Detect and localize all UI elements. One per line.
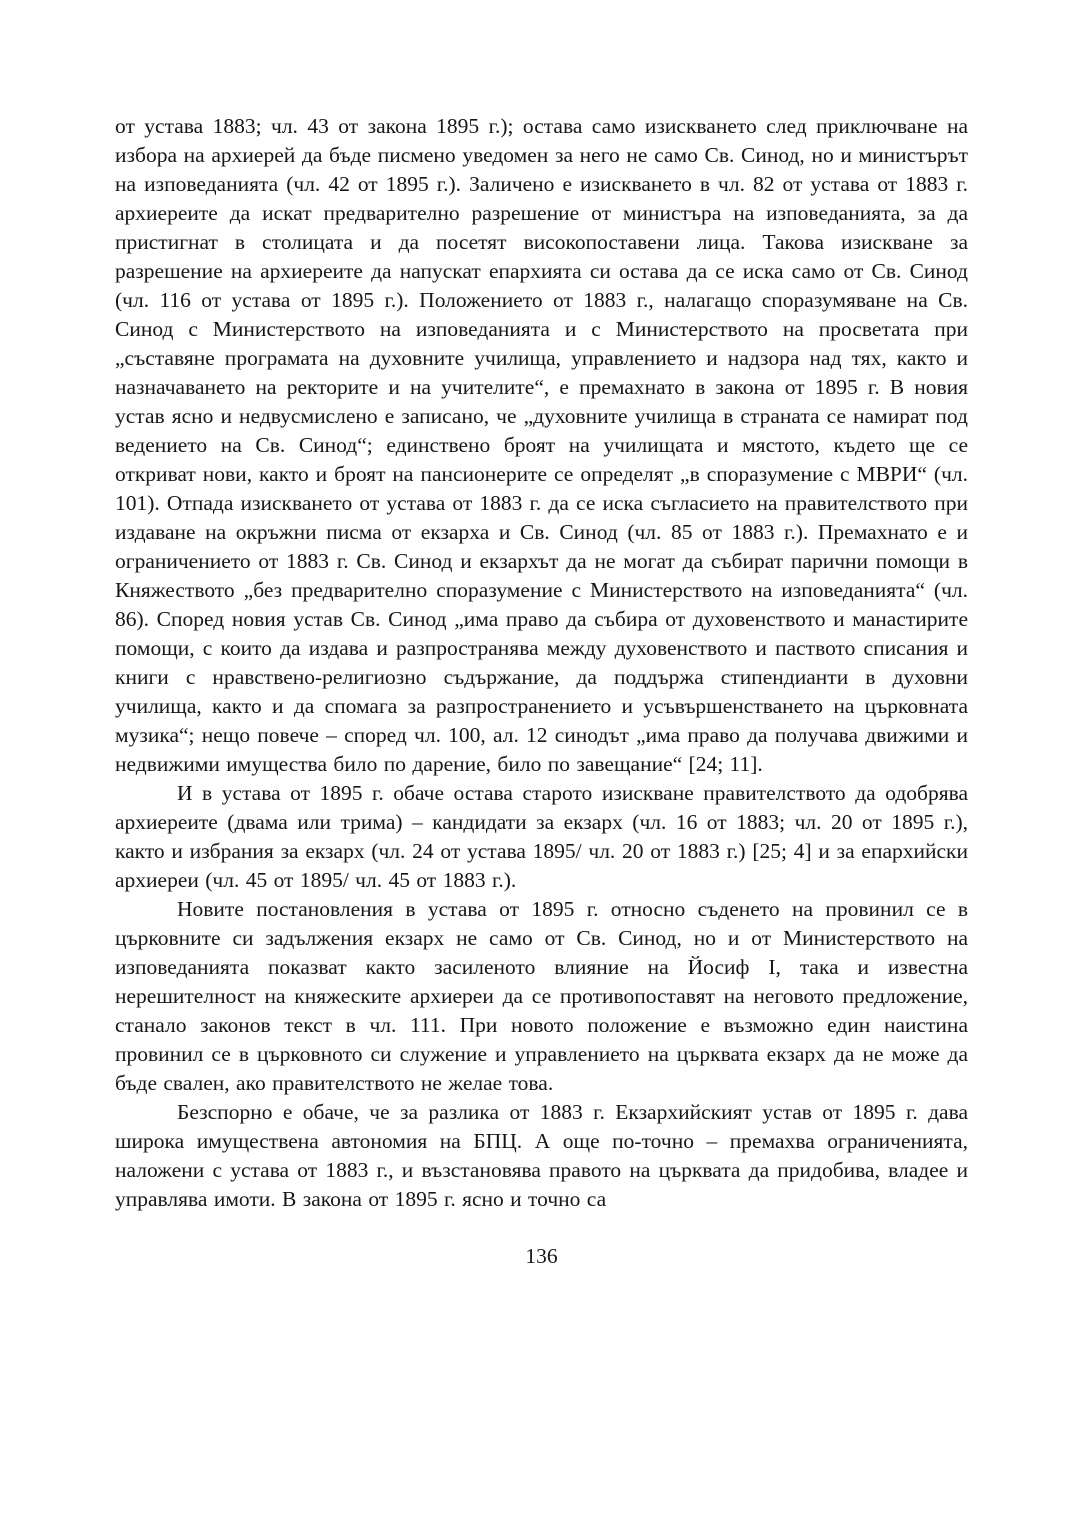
paragraph: И в устава от 1895 г. обаче остава старото изискване правителството да одобрява архиереите (двама или трима) – кандидати за екзарх (чл. 16 от 1883; чл. 20 от 1895 г.), както и избрания за екзарх (чл. 24 от устава 1895/ чл. 20 от 1883 г.) [25; 4] и за епархийски архиереи (чл. 45 от 1895/ чл. 45 от 1883 г.). [115, 781, 968, 892]
text-block [115, 112, 968, 1214]
paragraph: Безспорно е обаче, че за разлика от 1883 г. Екзархийският устав от 1895 г. дава широка имуществена автономия на БПЦ. А още по-точно – премахва ограниченията, наложени с устава от 1883 г., и възстановява правото на църквата да придобива, владее и управлява имоти. В закона от 1895 г. ясно и точно са [115, 1100, 968, 1211]
paragraph-continuation: от устава 1883; чл. 43 от закона 1895 г.); остава само изискването след приключване на избора на архиерей да бъде писмено уведомен за него не само Св. Синод, но и министърът на изповеданията (чл. 42 от 1895 г.). Заличено е изискването в чл. 82 от устава от 1883 г. архиереите да искат предварително разрешение от министъра на изповеданията, за да пристигнат в столицата и да посетят високопоставени лица. Такова изискване за разрешение на архиереите да напускат епархията си остава да се иска само от Св. Синод (чл. 116 от устава от 1895 г.). Положението от 1883 г., налагащо споразумяване на Св. Синод с Министерството на изповеданията и с Министерството на просветата при „съставяне програмата на духовните училища, управлението и надзора над тях, както и назначаването на ректорите и на учителите“, е премахнато в закона от 1895 г. В новия устав ясно и недвусмислено е записано, че „духовните училища в страната се намират под ведението на Св. Синод“; единствено броят на училищата и мястото, където ще се откриват нови, както и броят на пансионерите се определят „в споразумение с МВРИ“ (чл. 101). Отпада изискването от устава от 1883 г. да се иска съгласието на правителството при издаване на окръжни писма от екзарха и Св. Синод (чл. 85 от 1883 г.). Премахнато е и ограничението от 1883 г. Св. Синод и екзархът да не могат да събират парични помощи в Княжеството „без предварително споразумение с Министерството на изповеданията“ (чл. 86). Според новия устав Св. Синод „има право да събира от духовенството и манастирите помощи, с които да издава и разпространява между духовенството и паството списания и книги с нравствено-религиозно съдържание, да поддържа стипендианти в духовни училища, както и да спомага за разпространението и усъвършенстването на църковната музика“; нещо повече – според чл. 100, ал. 12 синодът „има право да получава движими и недвижими имущества било по дарение, било по завещание“ [24; 11]. [115, 114, 968, 776]
page-number: 136 [525, 1244, 558, 1268]
paragraph: Новите постановления в устава от 1895 г. относно съденето на провинил се в църковните си задължения екзарх не само от Св. Синод, но и от Министерството на изповеданията показват както засиленото влияние на Йосиф I, така и известна нерешителност на княжеските архиереи да се противопоставят на неговото предложение, станало законов текст в чл. 111. При новото положение е възможно един наистина провинил се в църковното си служение и управлението на църквата екзарх да не може да бъде свален, ако правителството не желае това. [115, 897, 968, 1095]
